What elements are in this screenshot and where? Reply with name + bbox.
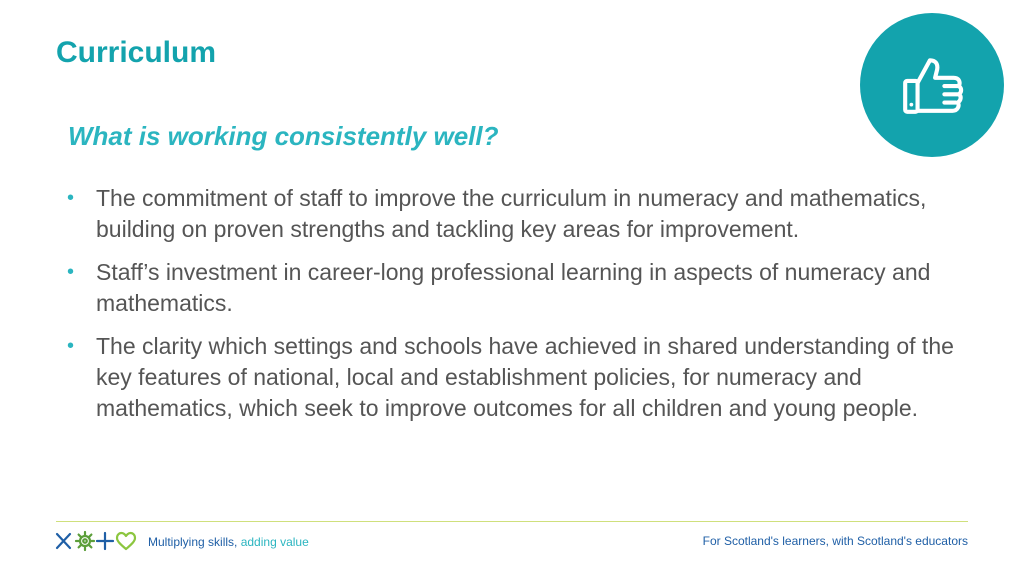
- page-subtitle: What is working consistently well?: [68, 121, 499, 151]
- footer-tagline-accent: adding value: [240, 535, 309, 549]
- cross-icon: [57, 534, 70, 548]
- footer-logo: [54, 530, 140, 552]
- bullet-icon: •: [67, 261, 75, 283]
- footer-motto: For Scotland's learners, with Scotland's educators: [702, 534, 968, 548]
- bullet-icon: •: [67, 187, 75, 209]
- list-item: [64, 183, 954, 245]
- list-item-text: The commitment of staff to improve the curriculum in numeracy and mathematics, building on proven strengths and tackling key areas for improvement.: [96, 185, 927, 242]
- plus-icon: [97, 533, 113, 549]
- footer-divider: [56, 521, 968, 522]
- key-points-list: [64, 183, 954, 436]
- footer-tagline: [148, 535, 309, 549]
- heart-icon: [117, 533, 135, 549]
- footer-tagline-main: Multiplying skills,: [148, 535, 238, 549]
- list-item-text: Staff’s investment in career-long professional learning in aspects of numeracy and mathematics.: [96, 259, 931, 316]
- thumbs-up-badge: [860, 13, 1004, 157]
- list-item: [64, 331, 954, 424]
- gear-icon: [76, 532, 94, 550]
- page-title: Curriculum: [56, 36, 217, 69]
- bullet-icon: •: [67, 335, 75, 357]
- list-item: [64, 257, 954, 319]
- list-item-text: The clarity which settings and schools have achieved in shared understanding of the key features of national, local and establishment policies, for numeracy and mathematics, which seek to improve outcomes for all children and young people.: [96, 333, 954, 421]
- thumbs-up-icon: [899, 52, 965, 118]
